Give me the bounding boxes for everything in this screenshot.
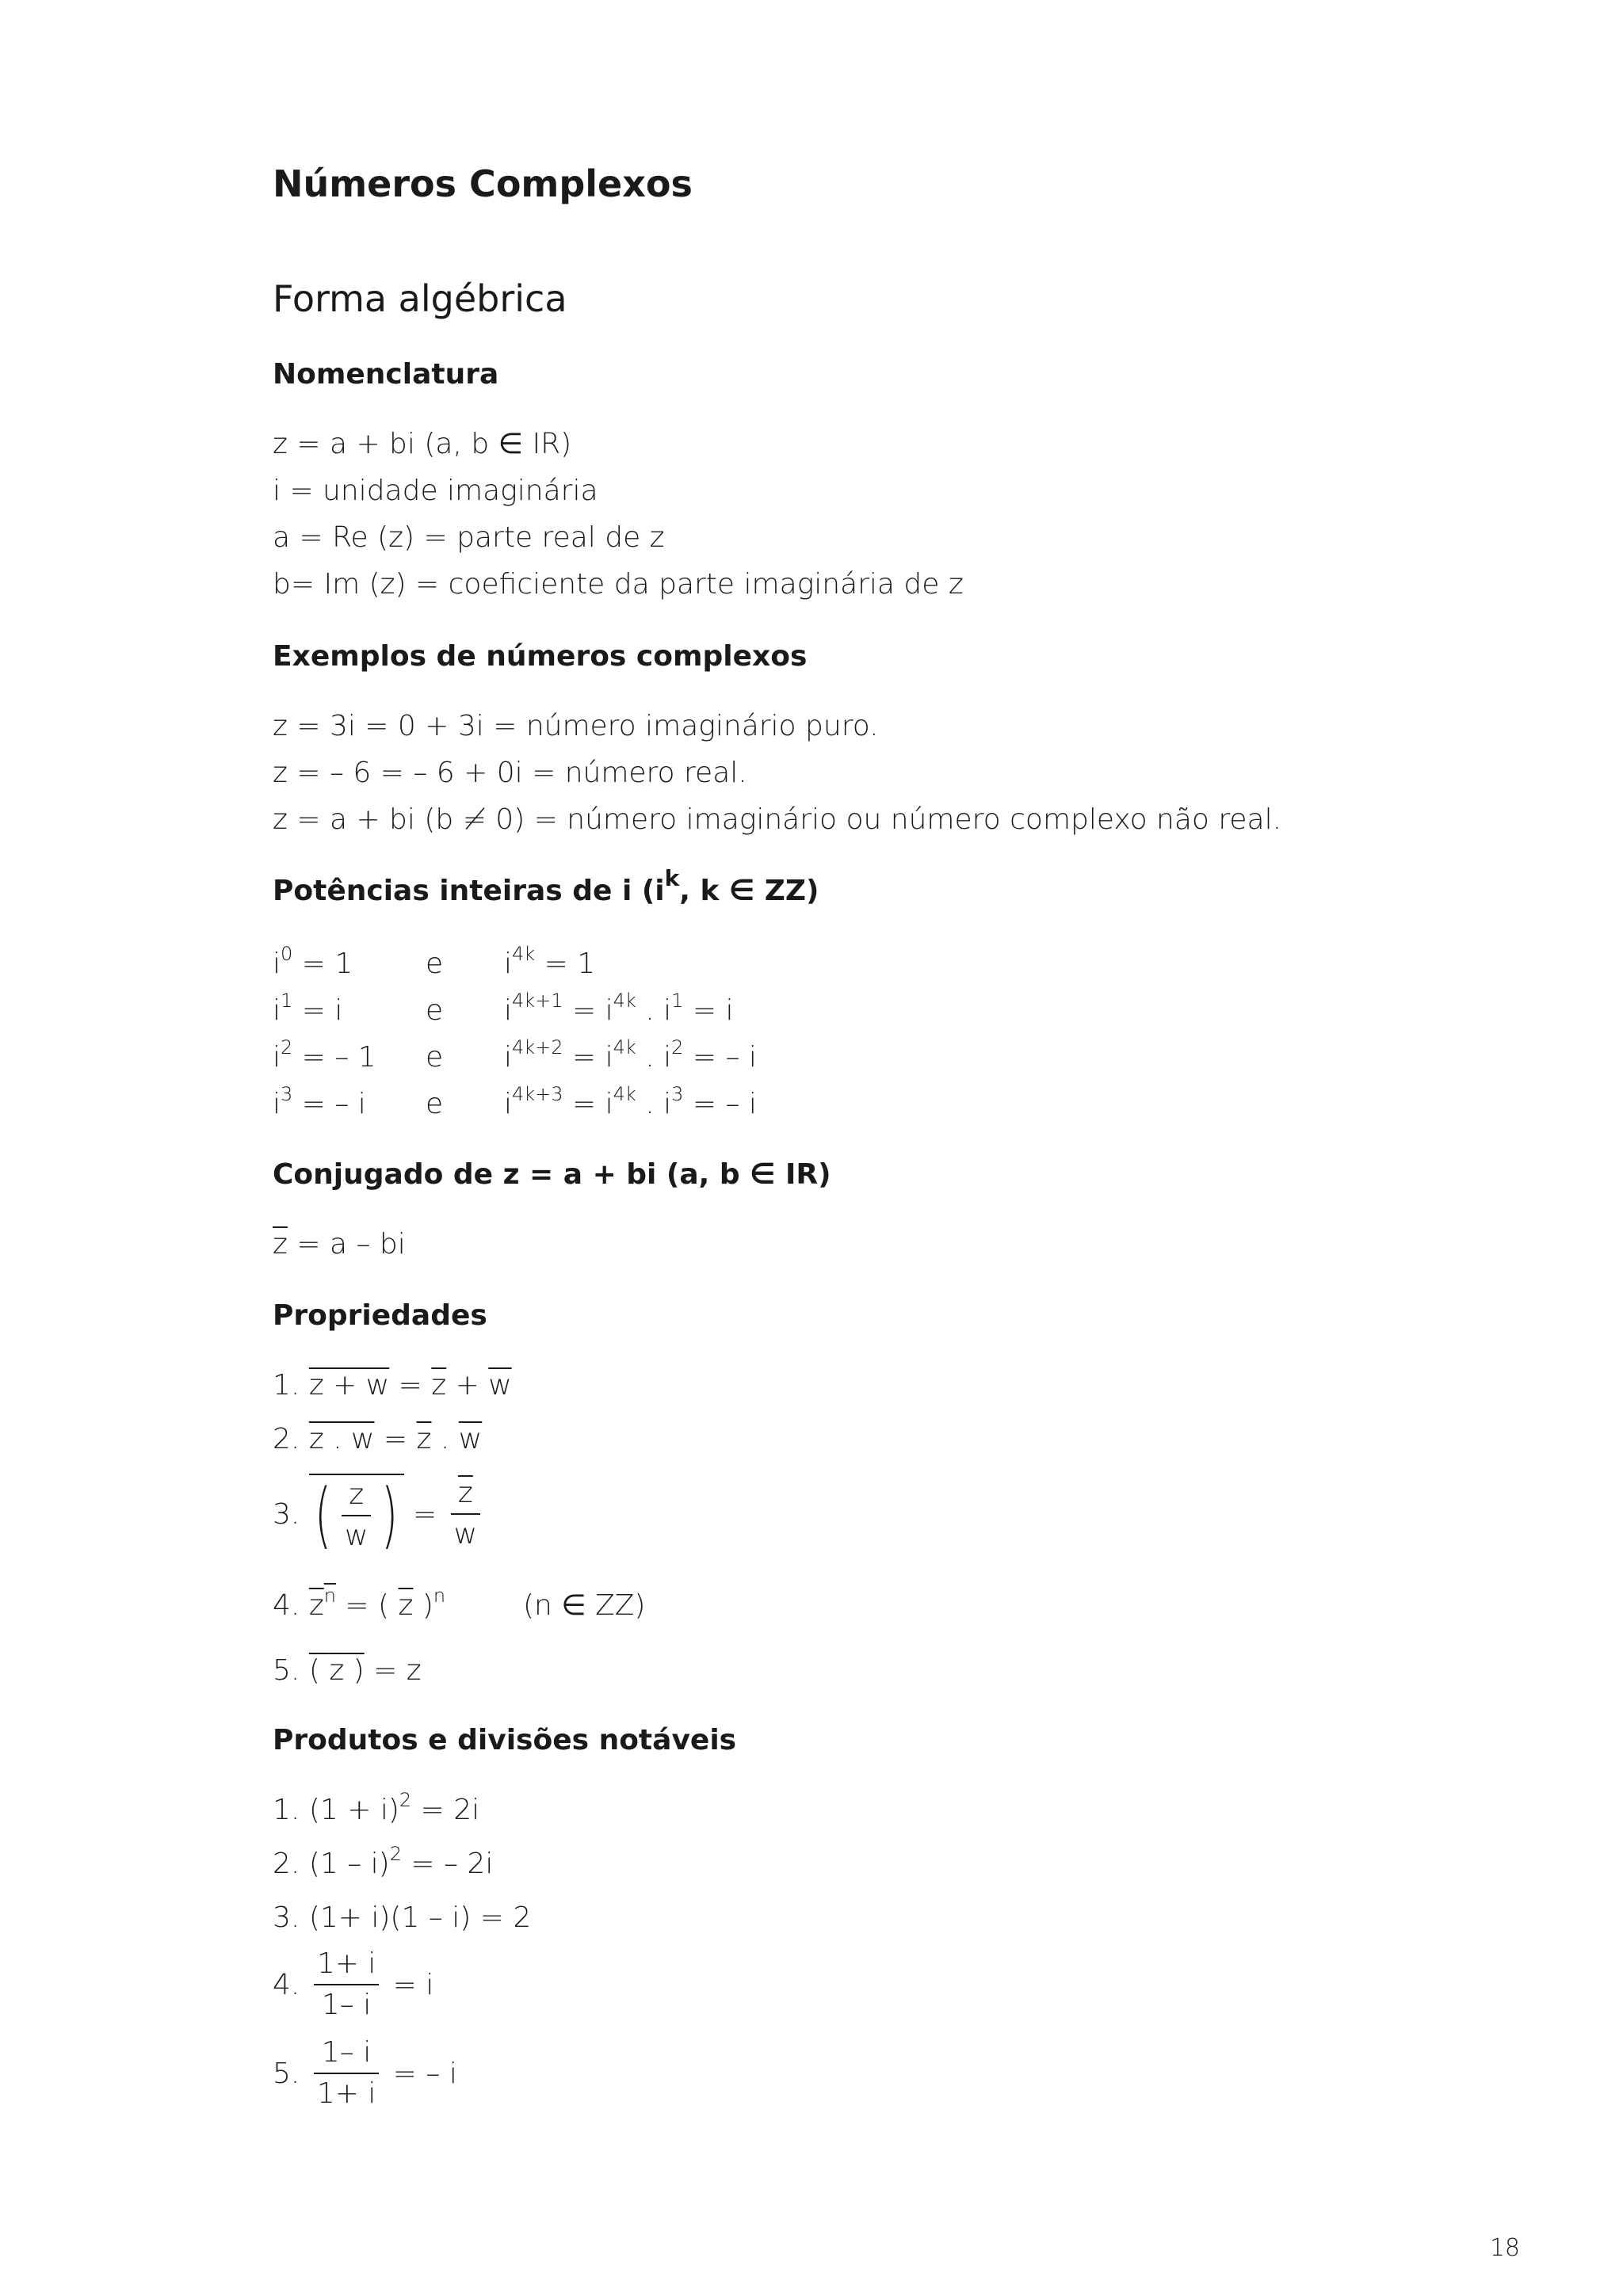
potencia-row-left: $i^0 = 1$ (273, 943, 353, 980)
exemplo-line: z = a + bi (b ≠ 0) = número imaginário ou número complexo não real. (273, 803, 1282, 836)
produtos-heading: Produtos e divisões notáveis (273, 1724, 737, 1756)
nomenclatura-line: a = Re (z) = parte real de z (273, 521, 665, 554)
page-number: 18 (1489, 2234, 1520, 2262)
potencia-row-left: $i^2$ = – 1 (273, 1036, 376, 1074)
exemplo-line: z = – 6 = – 6 + 0i = número real. (273, 757, 747, 789)
potencia-sep: e (426, 994, 444, 1027)
propriedades-heading: Propriedades (273, 1299, 487, 1332)
potencia-sep: e (426, 1088, 444, 1120)
nomenclatura-line: i = unidade imaginária (273, 475, 598, 507)
produto-2: 2. (1 – i)$^2$ = – 2i (273, 1843, 494, 1880)
propriedade-1: 1. $z + w = \overline{z} + \overline{w}$ (273, 1369, 512, 1402)
section-title: Forma algébrica (273, 277, 567, 320)
potencia-sep: e (426, 1041, 444, 1074)
conjugado-formula: $\overline{z} = a$ – bi (273, 1228, 406, 1261)
propriedade-5: 5. ( z ) = z (273, 1654, 422, 1687)
potencia-row-left: $i^1 = i$ (273, 990, 343, 1027)
potencia-row-right: $i^{4k+1} = i^{4k}$ . $i^1 = i$ (504, 990, 734, 1027)
fraction: $\frac{z}{w}$ (342, 1477, 371, 1554)
exemplo-line: z = 3i = 0 + 3i = número imaginário puro. (273, 710, 879, 742)
potencia-row-right: $i^{4k} = 1$ (504, 943, 596, 980)
conjugado-heading: Conjugado de z = a + bi (a, b ∈ IR) (273, 1158, 831, 1191)
produto-3: 3. (1+ i)(1 – i) = 2 (273, 1901, 532, 1934)
nomenclatura-line: b= Im (z) = coeficiente da parte imaginária de z (273, 568, 964, 601)
potencia-row-right: $i^{4k+3} = i^{4k}$ . $i^3$ = – i (504, 1083, 757, 1120)
potencia-row-right: $i^{4k+2} = i^{4k}$ . $i^2$ = – i (504, 1036, 757, 1074)
potencia-row-left: $i^3$ = – i (273, 1083, 366, 1120)
produto-5: 5. $\frac{1- i}{1+ i}$ = – i (273, 2035, 457, 2112)
propriedade-4: 4. $z^n$ = ( $\overline{z}$ )$^n$ (273, 1585, 446, 1622)
propriedade-2: 2. z . $w = \overline{z}$ . $\overline{w}$ (273, 1423, 483, 1455)
potencia-sep: e (426, 948, 444, 980)
produto-4: 4. $\frac{1+ i}{1- i}$ = i (273, 1946, 433, 2023)
produto-1: 1. $(1 + i)^2 = 2i$ (273, 1789, 480, 1826)
page-title: Números Complexos (273, 162, 693, 205)
potencias-heading: Potências inteiras de i ($i^k$, k ∈ ZZ) (273, 865, 819, 907)
fraction: $\frac{1- i}{1+ i}$ (314, 2035, 380, 2112)
nomenclatura-line: z = a + bi (a, b ∈ IR) (273, 428, 572, 460)
nomenclatura-heading: Nomenclatura (273, 358, 499, 391)
propriedade-3: 3. ( $\frac{z}{w}$ ) = $\frac{\overline{z}}{w}$ (273, 1474, 485, 1554)
fraction: $\frac{\overline{z}}{w}$ (451, 1475, 480, 1553)
fraction: $\frac{1+ i}{1- i}$ (314, 1946, 380, 2023)
propriedade-4-condition: (n ∈ ZZ) (523, 1589, 646, 1622)
exemplos-heading: Exemplos de números complexos (273, 640, 808, 673)
